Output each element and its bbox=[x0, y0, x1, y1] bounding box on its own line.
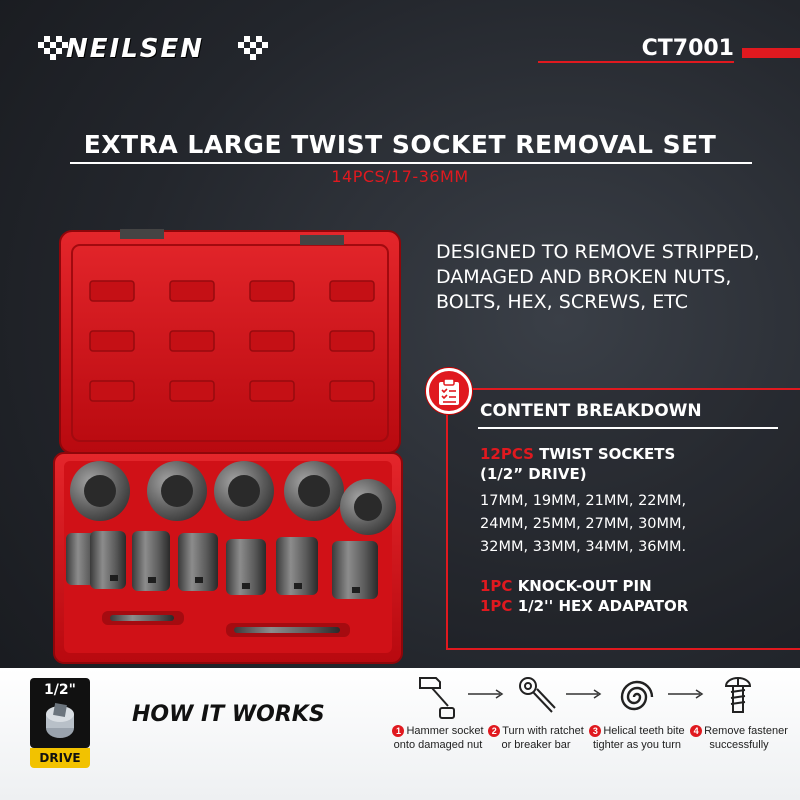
helical-spiral-icon bbox=[612, 672, 662, 722]
hammer-socket-icon bbox=[412, 672, 464, 722]
socket-set-case-image bbox=[50, 225, 410, 665]
title-divider bbox=[70, 162, 752, 164]
sizes-line-3: 32MM, 33MM, 34MM, 36MM. bbox=[480, 539, 687, 555]
sku-accent-bar bbox=[742, 48, 800, 58]
ratchet-icon bbox=[512, 672, 562, 722]
step-number: 4 bbox=[690, 725, 702, 737]
drive-size-badge bbox=[30, 678, 90, 765]
content-breakdown-heading: CONTENT BREAKDOWN bbox=[480, 401, 702, 421]
step-text: Hammer socket bbox=[406, 725, 484, 737]
step-text: tighter as you turn bbox=[592, 739, 682, 751]
step-text: Remove fastener bbox=[704, 725, 788, 737]
hex-adaptor-item bbox=[480, 596, 688, 616]
pin-count: 1PC bbox=[480, 577, 513, 595]
screw-icon bbox=[718, 672, 758, 722]
sockets-item bbox=[480, 444, 675, 484]
product-description: DESIGNED TO REMOVE STRIPPED, DAMAGED AND BROKEN NUTS, BOLTS, HEX, SCREWS, ETC bbox=[436, 241, 760, 313]
knockout-pin-item bbox=[480, 576, 652, 596]
step-2 bbox=[481, 724, 591, 752]
step-text: onto damaged nut bbox=[393, 739, 483, 751]
arrow-right-icon bbox=[468, 688, 504, 700]
drive-label: DRIVE bbox=[30, 748, 90, 768]
how-it-works-heading: HOW IT WORKS bbox=[132, 702, 325, 727]
arrow-right-icon bbox=[566, 688, 602, 700]
step-text: Turn with ratchet bbox=[502, 725, 584, 737]
sockets-count: 12PCS bbox=[480, 445, 534, 463]
step-3 bbox=[582, 724, 692, 752]
square-drive-socket-icon bbox=[42, 698, 78, 742]
brand-name: NEILSEN bbox=[66, 34, 205, 64]
product-sku: CT7001 bbox=[641, 36, 734, 61]
drive-size: 1/2" bbox=[44, 682, 76, 698]
step-text: Helical teeth bite bbox=[603, 725, 685, 737]
step-text: successfully bbox=[709, 739, 769, 751]
step-text: or breaker bar bbox=[501, 739, 571, 751]
step-number: 1 bbox=[392, 725, 404, 737]
step-4 bbox=[684, 724, 794, 752]
clipboard-checklist-icon bbox=[426, 368, 472, 414]
sockets-drive: (1/2” DRIVE) bbox=[480, 465, 587, 483]
step-number: 3 bbox=[589, 725, 601, 737]
pin-label: KNOCK-OUT PIN bbox=[517, 577, 652, 595]
sizes-line-2: 24MM, 25MM, 27MM, 30MM, bbox=[480, 516, 687, 532]
sizes-line-1: 17MM, 19MM, 21MM, 22MM, bbox=[480, 493, 687, 509]
step-1 bbox=[383, 724, 493, 752]
arrow-right-icon bbox=[668, 688, 704, 700]
socket-sizes-list bbox=[480, 490, 790, 559]
sockets-label: TWIST SOCKETS bbox=[539, 445, 676, 463]
page-subtitle: 14PCS/17-36MM bbox=[331, 167, 469, 186]
sku-underline bbox=[538, 61, 734, 63]
adaptor-count: 1PC bbox=[480, 597, 513, 615]
page-title: EXTRA LARGE TWIST SOCKET REMOVAL SET bbox=[83, 130, 717, 159]
step-number: 2 bbox=[488, 725, 500, 737]
adaptor-label: 1/2'' HEX ADAPATOR bbox=[517, 597, 689, 615]
content-heading-divider bbox=[478, 427, 778, 429]
